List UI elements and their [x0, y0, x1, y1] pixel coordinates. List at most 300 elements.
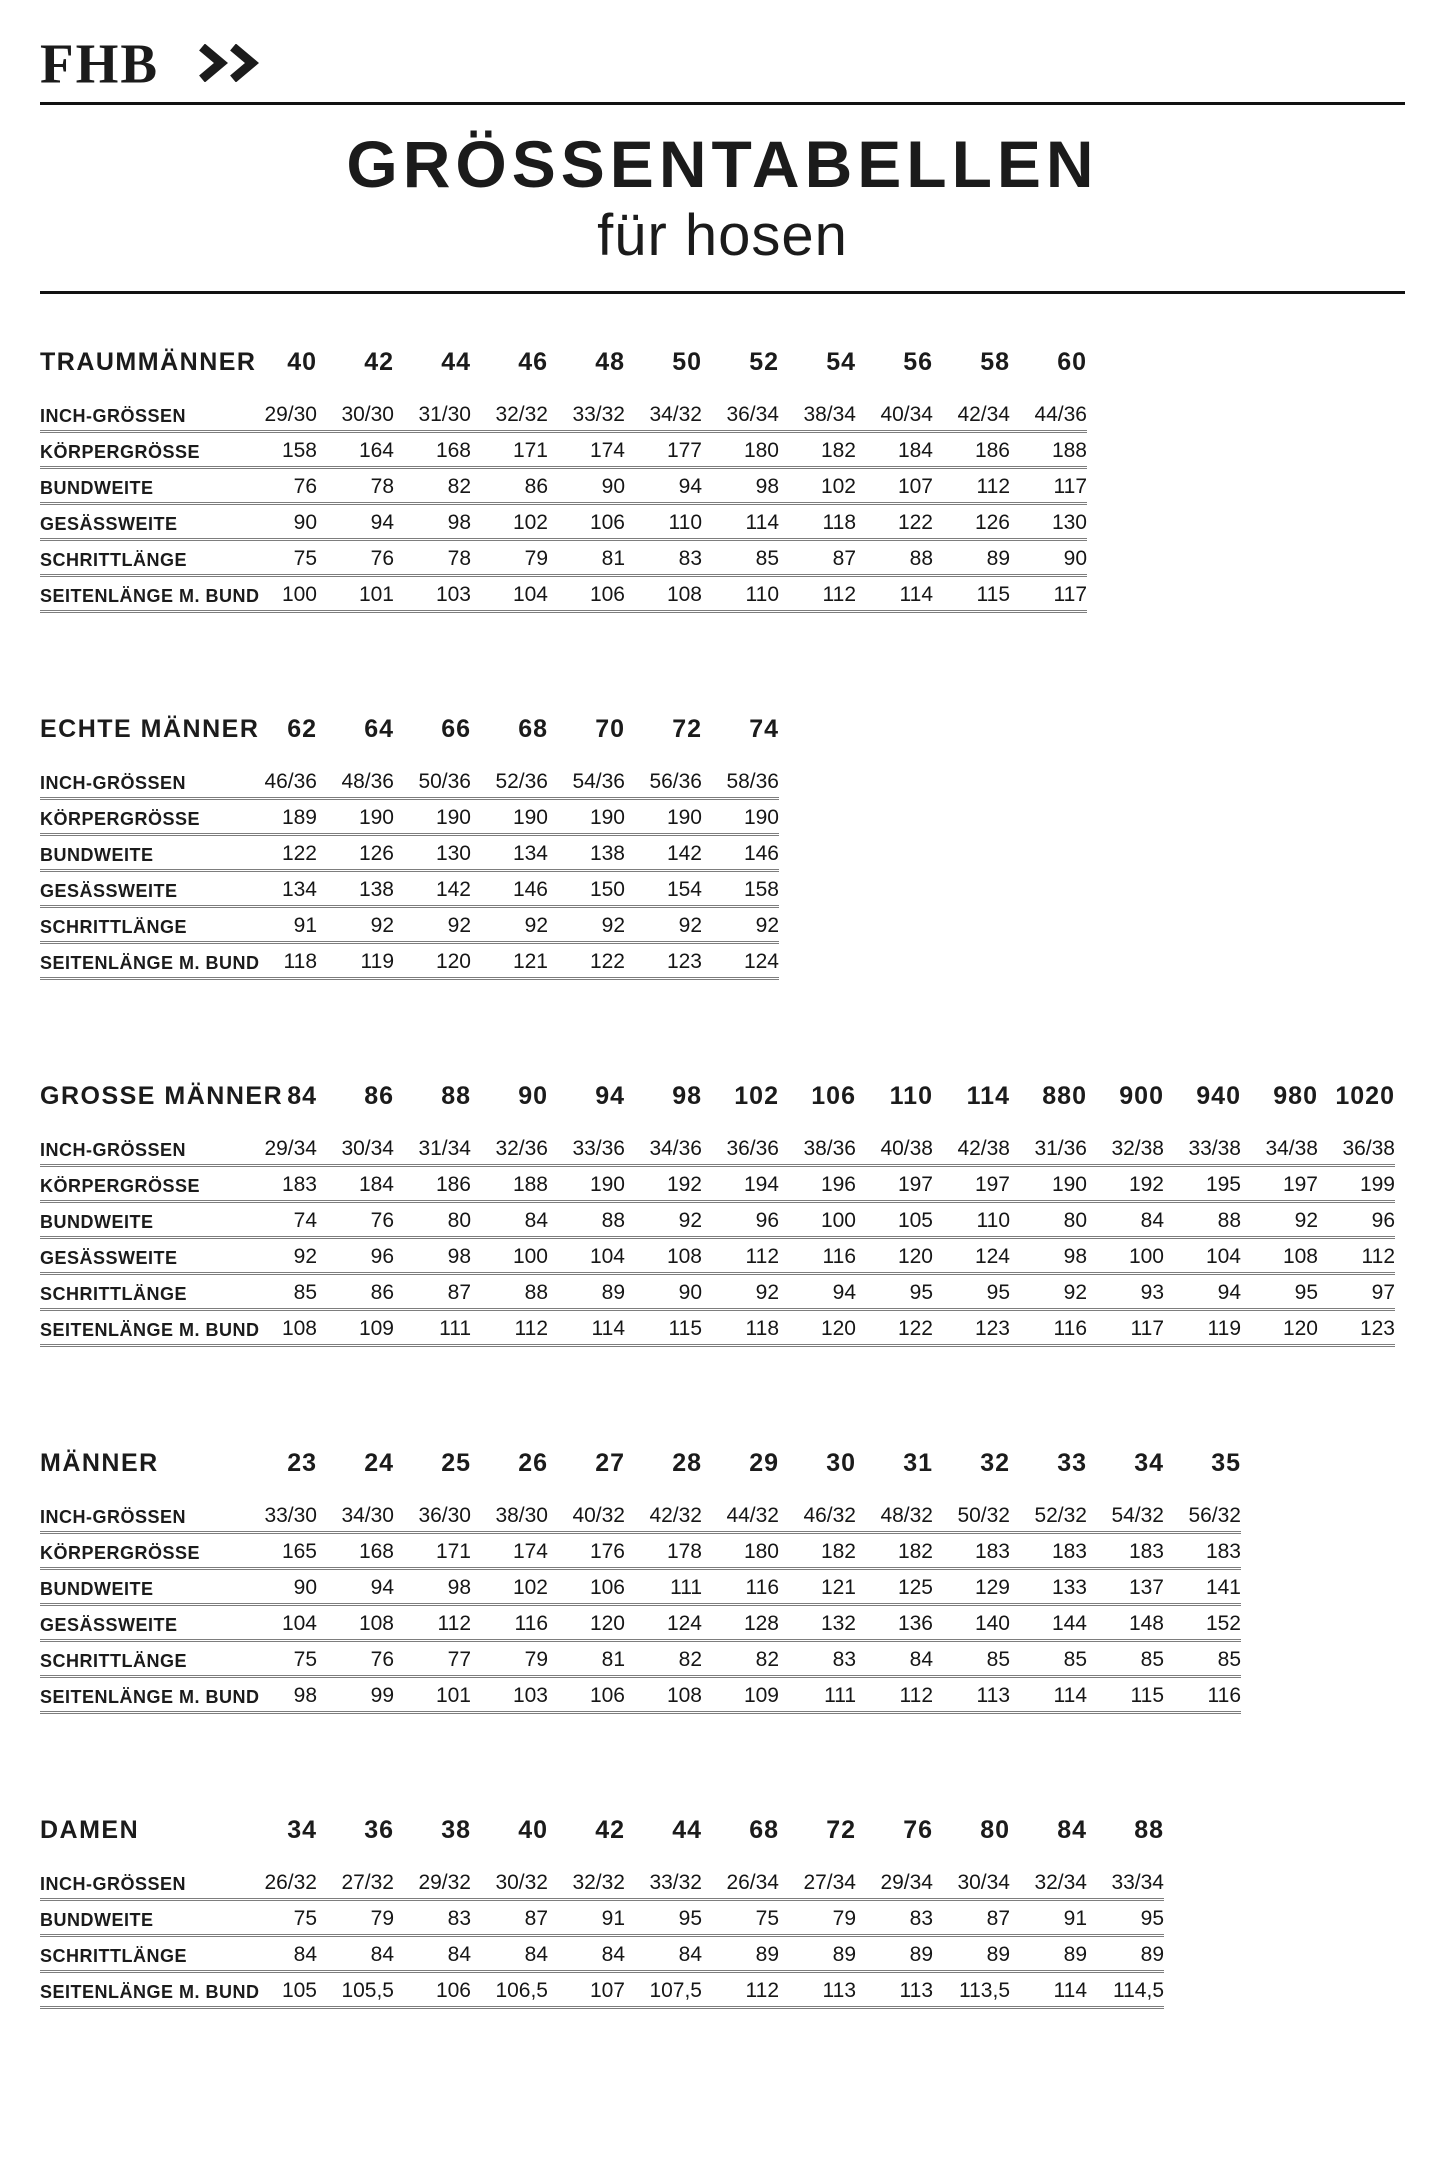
value-cell: 182	[856, 1533, 933, 1569]
row-label: INCH-GRÖSSEN	[40, 1131, 240, 1166]
table-row	[40, 835, 779, 871]
value-cell: 196	[779, 1166, 856, 1202]
row-label: SEITENLÄNGE M. BUND	[40, 1677, 240, 1713]
size-table-grosse-maenner	[40, 1082, 1395, 1347]
value-cell: 111	[625, 1569, 702, 1605]
value-cell: 197	[856, 1166, 933, 1202]
value-cell: 109	[702, 1677, 779, 1713]
value-cell: 98	[394, 504, 471, 540]
value-cell: 95	[1241, 1274, 1318, 1310]
table-title: DAMEN	[40, 1816, 140, 1844]
value-cell: 81	[548, 540, 625, 576]
value-cell: 111	[394, 1310, 471, 1346]
table-row	[40, 1274, 1395, 1310]
value-cell: 33/32	[625, 1865, 702, 1900]
value-cell: 30/34	[933, 1865, 1010, 1900]
value-cell: 76	[317, 1202, 394, 1238]
table-row	[40, 1900, 1164, 1936]
header-row	[40, 715, 779, 764]
tables-container	[40, 348, 1405, 2009]
value-cell: 146	[702, 835, 779, 871]
value-cell: 120	[856, 1238, 933, 1274]
value-cell: 88	[1164, 1202, 1241, 1238]
size-column-header: 60	[1057, 348, 1087, 376]
value-cell: 100	[1087, 1238, 1164, 1274]
value-cell: 31/30	[394, 397, 471, 432]
size-table-maenner	[40, 1449, 1241, 1714]
value-cell: 120	[779, 1310, 856, 1346]
row-label: INCH-GRÖSSEN	[40, 397, 240, 432]
value-cell: 30/32	[471, 1865, 548, 1900]
value-cell: 82	[625, 1641, 702, 1677]
value-cell: 165	[240, 1533, 317, 1569]
table-row	[40, 540, 1087, 576]
value-cell: 95	[625, 1900, 702, 1936]
value-cell: 197	[933, 1166, 1010, 1202]
size-column-header: 76	[903, 1816, 933, 1844]
table-row	[40, 1131, 1395, 1166]
value-cell: 89	[1087, 1936, 1164, 1972]
table-row	[40, 504, 1087, 540]
page-title: GRÖSSENTABELLEN	[346, 127, 1099, 201]
value-cell: 110	[933, 1202, 1010, 1238]
table-row	[40, 397, 1087, 432]
table-row	[40, 764, 779, 799]
value-cell: 29/30	[240, 397, 317, 432]
table-row	[40, 1865, 1164, 1900]
value-cell: 158	[240, 432, 317, 468]
size-column-header: 86	[364, 1082, 394, 1110]
value-cell: 112	[702, 1972, 779, 2008]
value-cell: 112	[1318, 1238, 1395, 1274]
value-cell: 75	[240, 1900, 317, 1936]
value-cell: 91	[1010, 1900, 1087, 1936]
value-cell: 94	[779, 1274, 856, 1310]
value-cell: 42/38	[933, 1131, 1010, 1166]
brand-chevrons-icon	[197, 44, 259, 82]
value-cell: 50/36	[394, 764, 471, 799]
value-cell: 180	[702, 432, 779, 468]
table-title: TRAUMMÄNNER	[40, 348, 257, 376]
value-cell: 104	[240, 1605, 317, 1641]
value-cell: 84	[1087, 1202, 1164, 1238]
value-cell: 114	[702, 504, 779, 540]
size-column-header: 35	[1211, 1449, 1241, 1477]
value-cell: 85	[1010, 1641, 1087, 1677]
size-column-header: 64	[364, 715, 394, 743]
value-cell: 82	[394, 468, 471, 504]
value-cell: 32/36	[471, 1131, 548, 1166]
value-cell: 34/30	[317, 1498, 394, 1533]
row-label: BUNDWEITE	[40, 1569, 240, 1605]
value-cell: 142	[394, 871, 471, 907]
value-cell: 78	[394, 540, 471, 576]
value-cell: 123	[1318, 1310, 1395, 1346]
value-cell: 130	[394, 835, 471, 871]
value-cell: 113,5	[933, 1972, 1010, 2008]
header-row	[40, 1082, 1395, 1131]
value-cell: 87	[779, 540, 856, 576]
value-cell: 126	[317, 835, 394, 871]
size-column-header: 980	[1273, 1082, 1318, 1110]
value-cell: 93	[1087, 1274, 1164, 1310]
value-cell: 188	[1010, 432, 1087, 468]
value-cell: 76	[240, 468, 317, 504]
value-cell: 48/32	[856, 1498, 933, 1533]
value-cell: 116	[1010, 1310, 1087, 1346]
table-row	[40, 432, 1087, 468]
row-label: BUNDWEITE	[40, 835, 240, 871]
value-cell: 85	[702, 540, 779, 576]
value-cell: 120	[1241, 1310, 1318, 1346]
row-label: SCHRITTLÄNGE	[40, 1936, 240, 1972]
value-cell: 92	[471, 907, 548, 943]
value-cell: 89	[856, 1936, 933, 1972]
value-cell: 88	[471, 1274, 548, 1310]
value-cell: 171	[394, 1533, 471, 1569]
value-cell: 92	[1010, 1274, 1087, 1310]
value-cell: 137	[1087, 1569, 1164, 1605]
value-cell: 85	[240, 1274, 317, 1310]
value-cell: 87	[471, 1900, 548, 1936]
value-cell: 117	[1087, 1310, 1164, 1346]
value-cell: 190	[548, 1166, 625, 1202]
value-cell: 110	[702, 576, 779, 612]
value-cell: 105	[856, 1202, 933, 1238]
table-row	[40, 1166, 1395, 1202]
size-column-header: 33	[1057, 1449, 1087, 1477]
value-cell: 112	[471, 1310, 548, 1346]
value-cell: 46/36	[240, 764, 317, 799]
size-column-header: 34	[287, 1816, 317, 1844]
value-cell: 26/32	[240, 1865, 317, 1900]
size-column-header: 62	[287, 715, 317, 743]
table-row	[40, 1641, 1241, 1677]
table-row	[40, 1972, 1164, 2008]
value-cell: 108	[625, 576, 702, 612]
value-cell: 76	[317, 540, 394, 576]
value-cell: 106	[548, 1677, 625, 1713]
value-cell: 32/32	[471, 397, 548, 432]
value-cell: 50/32	[933, 1498, 1010, 1533]
value-cell: 84	[240, 1936, 317, 1972]
value-cell: 97	[1318, 1274, 1395, 1310]
value-cell: 33/32	[548, 397, 625, 432]
value-cell: 138	[317, 871, 394, 907]
value-cell: 138	[548, 835, 625, 871]
value-cell: 92	[625, 907, 702, 943]
table-row	[40, 1202, 1395, 1238]
size-column-header: 56	[903, 348, 933, 376]
value-cell: 102	[471, 1569, 548, 1605]
size-column-header: 31	[903, 1449, 933, 1477]
value-cell: 182	[779, 432, 856, 468]
value-cell: 108	[625, 1677, 702, 1713]
value-cell: 192	[625, 1166, 702, 1202]
size-column-header: 50	[672, 348, 702, 376]
size-column-header: 72	[672, 715, 702, 743]
value-cell: 79	[471, 540, 548, 576]
value-cell: 89	[933, 1936, 1010, 1972]
value-cell: 190	[702, 799, 779, 835]
size-column-header: 90	[518, 1082, 548, 1110]
value-cell: 150	[548, 871, 625, 907]
value-cell: 141	[1164, 1569, 1241, 1605]
value-cell: 105,5	[317, 1972, 394, 2008]
value-cell: 92	[548, 907, 625, 943]
value-cell: 90	[240, 504, 317, 540]
value-cell: 40/34	[856, 397, 933, 432]
value-cell: 174	[471, 1533, 548, 1569]
title-block	[40, 127, 1405, 268]
value-cell: 92	[394, 907, 471, 943]
value-cell: 103	[394, 576, 471, 612]
value-cell: 148	[1087, 1605, 1164, 1641]
value-cell: 94	[1164, 1274, 1241, 1310]
row-label: INCH-GRÖSSEN	[40, 764, 240, 799]
size-column-header: 42	[595, 1816, 625, 1844]
value-cell: 103	[471, 1677, 548, 1713]
value-cell: 79	[471, 1641, 548, 1677]
size-column-header: 84	[287, 1082, 317, 1110]
table-row	[40, 1605, 1241, 1641]
header-row	[40, 348, 1087, 397]
value-cell: 106	[394, 1972, 471, 2008]
table-title: MÄNNER	[40, 1449, 159, 1477]
value-cell: 184	[856, 432, 933, 468]
value-cell: 183	[240, 1166, 317, 1202]
value-cell: 134	[240, 871, 317, 907]
value-cell: 183	[1164, 1533, 1241, 1569]
value-cell: 124	[625, 1605, 702, 1641]
value-cell: 119	[317, 943, 394, 979]
value-cell: 190	[1010, 1166, 1087, 1202]
value-cell: 122	[856, 504, 933, 540]
value-cell: 75	[240, 540, 317, 576]
value-cell: 56/36	[625, 764, 702, 799]
value-cell: 114	[856, 576, 933, 612]
table-row	[40, 1310, 1395, 1346]
size-column-header: 98	[672, 1082, 702, 1110]
value-cell: 92	[625, 1202, 702, 1238]
size-column-header: 900	[1119, 1082, 1164, 1110]
row-label: GESÄSSWEITE	[40, 871, 240, 907]
value-cell: 176	[548, 1533, 625, 1569]
value-cell: 158	[702, 871, 779, 907]
table-title: ECHTE MÄNNER	[40, 715, 260, 743]
value-cell: 116	[1164, 1677, 1241, 1713]
size-column-header: 88	[1134, 1816, 1164, 1844]
value-cell: 114	[1010, 1972, 1087, 2008]
row-label: KÖRPERGRÖSSE	[40, 432, 240, 468]
value-cell: 75	[702, 1900, 779, 1936]
value-cell: 31/34	[394, 1131, 471, 1166]
value-cell: 92	[702, 907, 779, 943]
top-rule	[40, 102, 1405, 105]
value-cell: 30/34	[317, 1131, 394, 1166]
value-cell: 84	[548, 1936, 625, 1972]
value-cell: 101	[394, 1677, 471, 1713]
value-cell: 115	[1087, 1677, 1164, 1713]
value-cell: 88	[856, 540, 933, 576]
value-cell: 46/32	[779, 1498, 856, 1533]
size-column-header: 106	[811, 1082, 856, 1110]
value-cell: 98	[394, 1238, 471, 1274]
table-row	[40, 799, 779, 835]
value-cell: 123	[625, 943, 702, 979]
value-cell: 124	[933, 1238, 1010, 1274]
table-row	[40, 907, 779, 943]
value-cell: 112	[702, 1238, 779, 1274]
table-row	[40, 1936, 1164, 1972]
value-cell: 92	[240, 1238, 317, 1274]
value-cell: 34/32	[625, 397, 702, 432]
row-label: GESÄSSWEITE	[40, 1238, 240, 1274]
value-cell: 168	[394, 432, 471, 468]
value-cell: 199	[1318, 1166, 1395, 1202]
value-cell: 107,5	[625, 1972, 702, 2008]
value-cell: 33/38	[1164, 1131, 1241, 1166]
value-cell: 129	[933, 1569, 1010, 1605]
size-column-header: 26	[518, 1449, 548, 1477]
value-cell: 26/34	[702, 1865, 779, 1900]
header-row	[40, 1449, 1241, 1498]
title-rule	[40, 291, 1405, 294]
value-cell: 32/38	[1087, 1131, 1164, 1166]
size-table-damen	[40, 1816, 1164, 2009]
size-column-header: 48	[595, 348, 625, 376]
size-table-traummaenner	[40, 348, 1087, 613]
value-cell: 106	[548, 576, 625, 612]
value-cell: 90	[240, 1569, 317, 1605]
size-column-header: 94	[595, 1082, 625, 1110]
size-column-header: 40	[287, 348, 317, 376]
size-column-header: 66	[441, 715, 471, 743]
value-cell: 186	[933, 432, 1010, 468]
value-cell: 32/32	[548, 1865, 625, 1900]
size-column-header: 70	[595, 715, 625, 743]
value-cell: 115	[933, 576, 1010, 612]
value-cell: 186	[394, 1166, 471, 1202]
value-cell: 84	[625, 1936, 702, 1972]
value-cell: 29/34	[240, 1131, 317, 1166]
value-cell: 96	[702, 1202, 779, 1238]
size-column-header: 28	[672, 1449, 702, 1477]
value-cell: 113	[856, 1972, 933, 2008]
value-cell: 101	[317, 576, 394, 612]
table-row	[40, 1677, 1241, 1713]
size-column-header: 38	[441, 1816, 471, 1844]
value-cell: 194	[702, 1166, 779, 1202]
value-cell: 90	[1010, 540, 1087, 576]
value-cell: 98	[240, 1677, 317, 1713]
value-cell: 87	[933, 1900, 1010, 1936]
value-cell: 134	[471, 835, 548, 871]
value-cell: 115	[625, 1310, 702, 1346]
value-cell: 104	[548, 1238, 625, 1274]
value-cell: 29/32	[394, 1865, 471, 1900]
value-cell: 119	[1164, 1310, 1241, 1346]
value-cell: 107	[548, 1972, 625, 2008]
value-cell: 84	[394, 1936, 471, 1972]
value-cell: 85	[1087, 1641, 1164, 1677]
row-label: SCHRITTLÄNGE	[40, 1641, 240, 1677]
row-label: INCH-GRÖSSEN	[40, 1498, 240, 1533]
value-cell: 121	[779, 1569, 856, 1605]
value-cell: 86	[317, 1274, 394, 1310]
value-cell: 192	[1087, 1166, 1164, 1202]
value-cell: 116	[471, 1605, 548, 1641]
value-cell: 108	[240, 1310, 317, 1346]
value-cell: 30/30	[317, 397, 394, 432]
value-cell: 56/32	[1164, 1498, 1241, 1533]
value-cell: 90	[625, 1274, 702, 1310]
value-cell: 92	[702, 1274, 779, 1310]
value-cell: 89	[933, 540, 1010, 576]
size-column-header: 880	[1042, 1082, 1087, 1110]
value-cell: 132	[779, 1605, 856, 1641]
value-cell: 164	[317, 432, 394, 468]
value-cell: 124	[702, 943, 779, 979]
header-row	[40, 1816, 1164, 1865]
brand-header	[40, 31, 1405, 95]
value-cell: 42/32	[625, 1498, 702, 1533]
value-cell: 118	[702, 1310, 779, 1346]
value-cell: 121	[471, 943, 548, 979]
row-label: KÖRPERGRÖSSE	[40, 1533, 240, 1569]
table-row	[40, 1533, 1241, 1569]
value-cell: 83	[779, 1641, 856, 1677]
value-cell: 182	[779, 1533, 856, 1569]
value-cell: 106,5	[471, 1972, 548, 2008]
value-cell: 120	[548, 1605, 625, 1641]
size-column-header: 58	[980, 348, 1010, 376]
value-cell: 120	[394, 943, 471, 979]
value-cell: 96	[1318, 1202, 1395, 1238]
value-cell: 108	[1241, 1238, 1318, 1274]
value-cell: 40/32	[548, 1498, 625, 1533]
size-column-header: 110	[889, 1082, 933, 1110]
size-column-header: 25	[441, 1449, 471, 1477]
value-cell: 44/36	[1010, 397, 1087, 432]
value-cell: 33/30	[240, 1498, 317, 1533]
value-cell: 190	[317, 799, 394, 835]
value-cell: 168	[317, 1533, 394, 1569]
row-label: SEITENLÄNGE M. BUND	[40, 943, 240, 979]
value-cell: 128	[702, 1605, 779, 1641]
value-cell: 190	[471, 799, 548, 835]
value-cell: 180	[702, 1533, 779, 1569]
value-cell: 86	[471, 468, 548, 504]
value-cell: 31/36	[1010, 1131, 1087, 1166]
table-title: GROSSE MÄNNER	[40, 1082, 284, 1110]
value-cell: 188	[471, 1166, 548, 1202]
value-cell: 98	[702, 468, 779, 504]
value-cell: 94	[317, 504, 394, 540]
value-cell: 177	[625, 432, 702, 468]
table-row	[40, 943, 779, 979]
size-column-header: 52	[749, 348, 779, 376]
value-cell: 144	[1010, 1605, 1087, 1641]
value-cell: 38/34	[779, 397, 856, 432]
value-cell: 80	[1010, 1202, 1087, 1238]
size-column-header: 42	[364, 348, 394, 376]
size-table-echte-maenner	[40, 715, 779, 980]
size-column-header: 940	[1196, 1082, 1241, 1110]
value-cell: 116	[779, 1238, 856, 1274]
value-cell: 29/34	[856, 1865, 933, 1900]
value-cell: 77	[394, 1641, 471, 1677]
